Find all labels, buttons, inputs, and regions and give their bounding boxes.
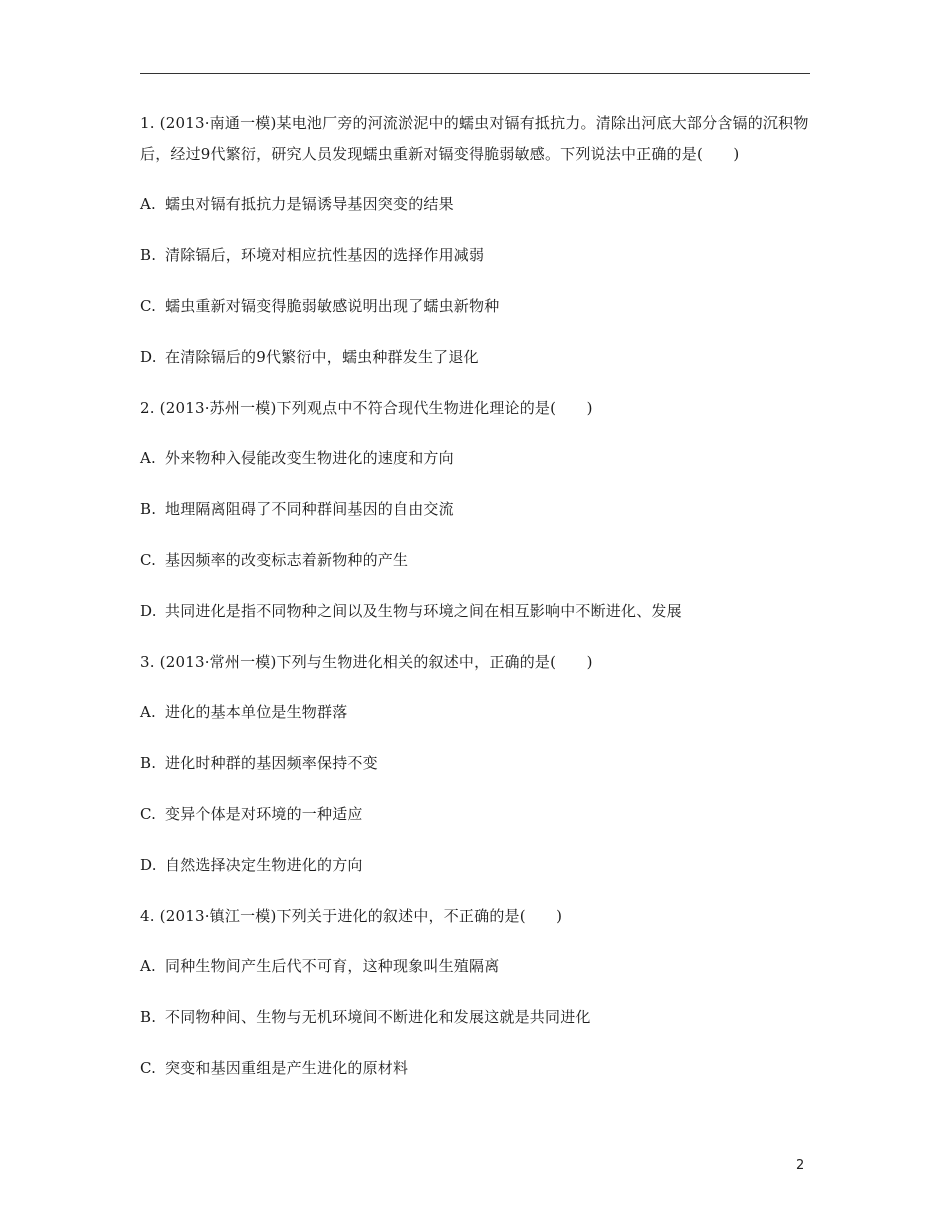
option-b [140, 240, 814, 271]
option-text: 蠕虫对镉有抵抗力是镉诱导基因突变的结果 [165, 195, 454, 213]
question-stem: 2. (2013·苏州一模)下列观点中不符合现代生物进化理论的是( ) [140, 399, 593, 417]
option-key: B. [140, 246, 157, 264]
option-b [140, 494, 814, 525]
option-d [140, 596, 814, 627]
question-1 [140, 108, 814, 373]
option-key: D. [140, 856, 157, 874]
option-c [140, 799, 814, 830]
option-key: A. [140, 957, 157, 975]
option-text: 清除镉后，环境对相应抗性基因的选择作用减弱 [165, 246, 485, 264]
option-text: 在清除镉后的9代繁衍中，蠕虫种群发生了退化 [165, 348, 479, 366]
option-key: D. [140, 348, 157, 366]
question-3 [140, 647, 814, 881]
option-a [140, 443, 814, 474]
option-key: A. [140, 703, 157, 721]
option-text: 地理隔离阻碍了不同种群间基因的自由交流 [165, 500, 454, 518]
option-text: 自然选择决定生物进化的方向 [165, 856, 363, 874]
option-text: 基因频率的改变标志着新物种的产生 [165, 551, 409, 569]
option-text: 同种生物间产生后代不可育，这种现象叫生殖隔离 [165, 957, 500, 975]
option-d [140, 850, 814, 881]
option-b [140, 748, 814, 779]
option-key: A. [140, 195, 157, 213]
option-key: D. [140, 602, 157, 620]
option-text: 变异个体是对环境的一种适应 [165, 805, 363, 823]
option-a [140, 697, 814, 728]
option-text: 共同进化是指不同物种之间以及生物与环境之间在相互影响中不断进化、发展 [165, 602, 682, 620]
option-c [140, 1053, 814, 1084]
header-rule [140, 73, 810, 74]
option-c [140, 545, 814, 576]
question-stem: 1. (2013·南通一模)某电池厂旁的河流淤泥中的蠕虫对镉有抵抗力。清除出河底大部分含镉的沉积物后，经过9代繁衍，研究人员发现蠕虫重新对镉变得脆弱敏感。下列说法中正确的是( ) [140, 114, 809, 163]
option-text: 蠕虫重新对镉变得脆弱敏感说明出现了蠕虫新物种 [165, 297, 500, 315]
option-text: 外来物种入侵能改变生物进化的速度和方向 [165, 449, 454, 467]
option-key: C. [140, 805, 157, 823]
option-key: B. [140, 754, 157, 772]
option-key: C. [140, 297, 157, 315]
option-key: A. [140, 449, 157, 467]
option-d [140, 342, 814, 373]
option-text: 进化的基本单位是生物群落 [165, 703, 348, 721]
option-key: B. [140, 1008, 157, 1026]
question-stem: 4. (2013·镇江一模)下列关于进化的叙述中，不正确的是( ) [140, 907, 563, 925]
question-stem: 3. (2013·常州一模)下列与生物进化相关的叙述中，正确的是( ) [140, 653, 593, 671]
question-2 [140, 393, 814, 627]
option-key: B. [140, 500, 157, 518]
option-text: 进化时种群的基因频率保持不变 [165, 754, 378, 772]
option-text: 不同物种间、生物与无机环境间不断进化和发展这就是共同进化 [165, 1008, 591, 1026]
option-key: C. [140, 1059, 157, 1077]
document-body [140, 108, 814, 1104]
question-4 [140, 901, 814, 1084]
option-a [140, 951, 814, 982]
option-c [140, 291, 814, 322]
option-text: 突变和基因重组是产生进化的原材料 [165, 1059, 409, 1077]
option-key: C. [140, 551, 157, 569]
option-a [140, 189, 814, 220]
option-b [140, 1002, 814, 1033]
page-number: 2 [796, 1158, 805, 1173]
